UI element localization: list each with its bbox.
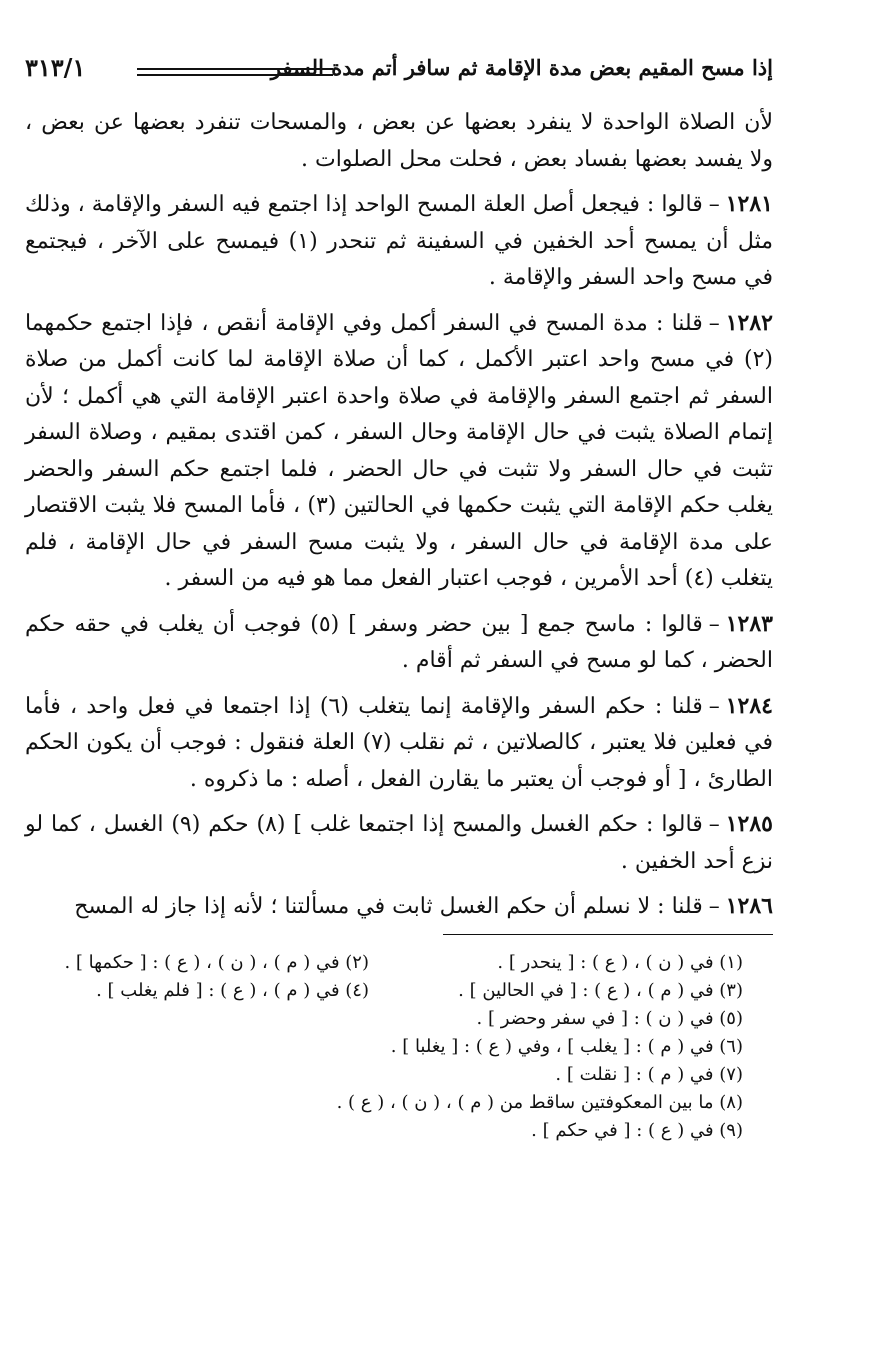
footnote: (١) في ( ن ) ، ( ع ) : [ ينحدر ] . <box>497 951 743 973</box>
footnote-separator <box>443 934 773 935</box>
paragraph-text: قالوا : فيجعل أصل العلة المسح الواحد إذا اجتمع فيه السفر والإقامة ، وذلك مثل أن يمسح أحد الخفين في السفينة ثم تنحدر (١) فيمسح على الآخر ، فيجتمع في مسح واحد السفر والإقامة . <box>25 192 773 290</box>
paragraph-text: قلنا : مدة المسح في السفر أكمل وفي الإقامة أنقص ، فإذا اجتمع حكمهما (٢) في مسح واحد اعتبر الأكمل ، كما أن صلاة الإقامة لما كانت أكمل من صلاة السفر ثم اجتمع السفر والإقامة في صلاة واحدة اعتبر الإقامة التي هي أكمل ؛ لأن إتمام الصلاة يثبت في حال الإقامة وحال السفر ، كمن اقتدى بمقيم ، وصلاة السفر تثبت في حال السفر ولا تثبت في حال الحضر ، فلما اجتمع حكم السفر والحضر يغلب حكم الإقامة التي يثبت حكمها في الحالتين (٣) ، فأما المسح فلا يثبت الاقتصار على مدة الإقامة في حال السفر ، ولا يثبت مسح السفر في حال الإقامة ، فلم يتغلب (٤) أحد الأمرين ، فوجب اعتبار الفعل مما هو فيه من السفر . <box>25 310 774 591</box>
footnote: (٢) في ( م ) ، ( ن ) ، ( ع ) : [ حكمها ] . <box>64 951 369 973</box>
paragraph: ١٢٨١–قالوا : فيجعل أصل العلة المسح الواحد إذا اجتمع فيه السفر والإقامة ، وذلك مثل أن يمسح أحد الخفين في السفينة ثم تنحدر (١) فيمسح على الآخر ، فيجتمع في مسح واحد السفر والإقامة . <box>25 191 773 290</box>
paragraph-number: ١٢٨٣ <box>725 610 773 637</box>
paragraph: ١٢٨٤–قلنا : حكم السفر والإقامة إنما يتغلب (٦) إذا اجتمعا في فعل واحد ، فأما في فعلين فلا يعتبر ، كالصلاتين ، ثم نقلب (٧) العلة فنقول : فوجب أن يكون الحكم الطارئ ، [ أو فوجب أن يعتبر ما يقارن الفعل ، أصله : ما ذكروه . <box>25 692 773 792</box>
page-number: ٣١٣/١ <box>25 53 86 82</box>
running-header <box>25 55 773 95</box>
paragraph: ١٢٨٣–قالوا : ماسح جمع [ بين حضر وسفر ] (٥) فوجب أن يغلب في حقه حكم الحضر ، كما لو مسح في السفر ثم أقام . <box>25 610 773 673</box>
paragraph-text: قلنا : لا نسلم أن حكم الغسل ثابت في مسألتنا ؛ لأنه إذا جاز له المسح <box>74 894 703 919</box>
paragraph: ١٢٨٢–قلنا : مدة المسح في السفر أكمل وفي الإقامة أنقص ، فإذا اجتمع حكمهما (٢) في مسح واحد اعتبر الأكمل ، كما أن صلاة الإقامة لما كانت أكمل من صلاة السفر ثم اجتمع السفر والإقامة في صلاة واحدة اعتبر الإقامة التي هي أكمل ؛ لأن إتمام الصلاة يثبت في حال الإقامة وحال السفر ، كمن اقتدى بمقيم ، وصلاة السفر تثبت في حال السفر ولا تثبت في حال الحضر ، فلما اجتمع حكم السفر والحضر يغلب حكم الإقامة التي يثبت حكمها في الحالتين (٣) ، فأما المسح فلا يثبت الاقتصار على مدة الإقامة في حال السفر ، ولا يثبت مسح السفر في حال الإقامة ، فلم يتغلب (٤) أحد الأمرين ، فوجب اعتبار الفعل مما هو فيه من السفر . <box>25 309 774 591</box>
footnotes <box>25 949 773 1145</box>
paragraph-text: قالوا : حكم الغسل والمسح إذا اجتمعا غلب ] (٨) حكم (٩) الغسل ، كما لو نزع أحد الخفين . <box>25 812 773 874</box>
header-rule <box>137 68 333 76</box>
paragraph-text: قالوا : ماسح جمع [ بين حضر وسفر ] (٥) فوجب أن يغلب في حقه حكم الحضر ، كما لو مسح في السفر ثم أقام . <box>25 611 773 673</box>
paragraph-number: ١٢٨٥ <box>725 811 773 837</box>
paragraph <box>25 105 773 178</box>
header-title: إذا مسح المقيم بعض مدة الإقامة ثم سافر أتم مدة السفر <box>270 55 773 80</box>
paragraph-number: ١٢٨٢ <box>725 309 773 336</box>
paragraph-text: لأن الصلاة الواحدة لا ينفرد بعضها عن بعض ، والمسحات تنفرد بعضها عن بعض ، ولا يفسد بعضها بفساد بعض ، فحلت محل الصلوات . <box>25 110 773 172</box>
paragraph-text: قلنا : حكم السفر والإقامة إنما يتغلب (٦) إذا اجتمعا في فعل واحد ، فأما في فعلين فلا يعتبر ، كالصلاتين ، ثم نقلب (٧) العلة فنقول : فوجب أن يكون الحكم الطارئ ، [ أو فوجب أن يعتبر ما يقارن الفعل ، أصله : ما ذكروه . <box>25 693 773 792</box>
paragraph: ١٢٨٥–قالوا : حكم الغسل والمسح إذا اجتمعا غلب ] (٨) حكم (٩) الغسل ، كما لو نزع أحد الخفين . <box>25 811 773 874</box>
paragraph-number: ١٢٨٦ <box>725 893 773 919</box>
footnote-row <box>25 977 773 1005</box>
footnote: (٩) في ( ع ) : [ في حكم ] . <box>531 1119 743 1141</box>
footnote: (٦) في ( م ) : [ يغلب ] ، وفي ( ع ) : [ يغلبا ] . <box>390 1035 743 1057</box>
footnote: (٣) في ( م ) ، ( ع ) : [ في الحالين ] . <box>458 979 743 1001</box>
paragraph-number: ١٢٨٤ <box>725 692 773 719</box>
footnote-row <box>25 949 773 977</box>
footnote: (٥) في ( ن ) : [ في سفر وحضر ] . <box>476 1007 743 1029</box>
footnote: (٤) في ( م ) ، ( ع ) : [ فلم يغلب ] . <box>96 979 369 1001</box>
book-page <box>25 55 773 1145</box>
footnote: (٨) ما بين المعكوفتين ساقط من ( م ) ، ( ن ) ، ( ع ) . <box>336 1091 743 1113</box>
paragraph-number: ١٢٨١ <box>725 191 773 217</box>
paragraph: ١٢٨٦–قلنا : لا نسلم أن حكم الغسل ثابت في مسألتنا ؛ لأنه إذا جاز له المسح <box>74 893 773 919</box>
main-text <box>25 105 773 926</box>
footnote: (٧) في ( م ) : [ نقلت ] . <box>555 1063 743 1085</box>
